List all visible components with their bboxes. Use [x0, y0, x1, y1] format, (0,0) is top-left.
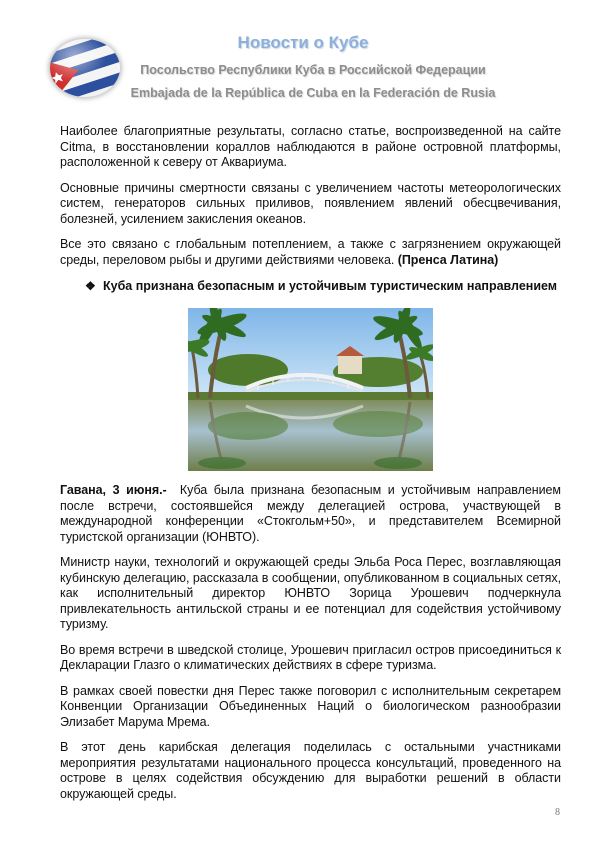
page-number: 8	[555, 807, 560, 818]
paragraph: Министр науки, технологий и окружающей среды Эльба Роса Перес, возглавляющая кубинскую делегацию, рассказала в сообщении, опубликованном в социальных сетях, как исполнительный директор ЮНВТО Зорица Урошевич подчеркнула привлекательность антильской страны и ее потенциал для содействия устойчивому туризму.	[60, 555, 561, 631]
embassy-name-ru: Посольство Республики Куба в Российской Федерации	[140, 63, 486, 77]
paragraph: В этот день карибская делегация поделилась с остальными участниками мероприятия результатами национального процесса консультаций, проведенного на острове в целях содействия обсуждению для выработки решений в области окружающей среды.	[60, 740, 561, 801]
newsletter-title: Новости о Кубе	[237, 33, 369, 52]
dateline: Гавана, 3 июня.-	[60, 483, 167, 497]
paragraph: Основные причины смертности связаны с увеличением частоты метеорологических систем, генераторов сильных приливов, появлением явлений обесцвечивания, болезней, усилением закисления океанов.	[60, 180, 561, 226]
source-tag: (Пренса Латина)	[397, 252, 499, 267]
diamond-bullet-icon: ❖	[85, 279, 96, 293]
paragraph	[60, 483, 561, 545]
article-body	[60, 124, 561, 812]
paragraph	[60, 237, 561, 268]
paragraph: Наиболее благоприятные результаты, согласно статье, воспроизведенной на сайте Citma, в восстановлении кораллов наблюдаются в районе островной платформы, расположенной к северу от Аквариума.	[60, 124, 561, 169]
paragraph-text: Все это связано с глобальным потеплением, а также с загрязнением окружающей среды, переловом рыбы и другими действиями человека.	[60, 237, 561, 267]
park-bridge-photo	[188, 308, 433, 471]
paragraph-text: Куба была признана безопасным и устойчивым направлением после встречи, состоявшейся между делегацией острова, участвующей в международной конференции «Стокгольм+50», и представителем Всемирной туристской организации (ЮНВТО).	[60, 483, 561, 544]
page-header	[0, 0, 606, 112]
section-title: Куба признана безопасным и устойчивым туристическим направлением	[103, 279, 558, 293]
embassy-name-es: Embajada de la República de Cuba en la Federación de Rusia	[130, 86, 496, 100]
paragraph: В рамках своей повестки дня Перес также поговорил с исполнительным секретарем Конвенции Организации Объединенных Наций о биологическом разнообразии Элизабет Марума Мрема.	[60, 683, 561, 729]
paragraph: Во время встречи в шведской столице, Урошевич пригласил остров присоединиться к Декларации Глазго о климатических действиях в сфере туризма.	[60, 642, 561, 672]
section-heading	[85, 278, 561, 294]
